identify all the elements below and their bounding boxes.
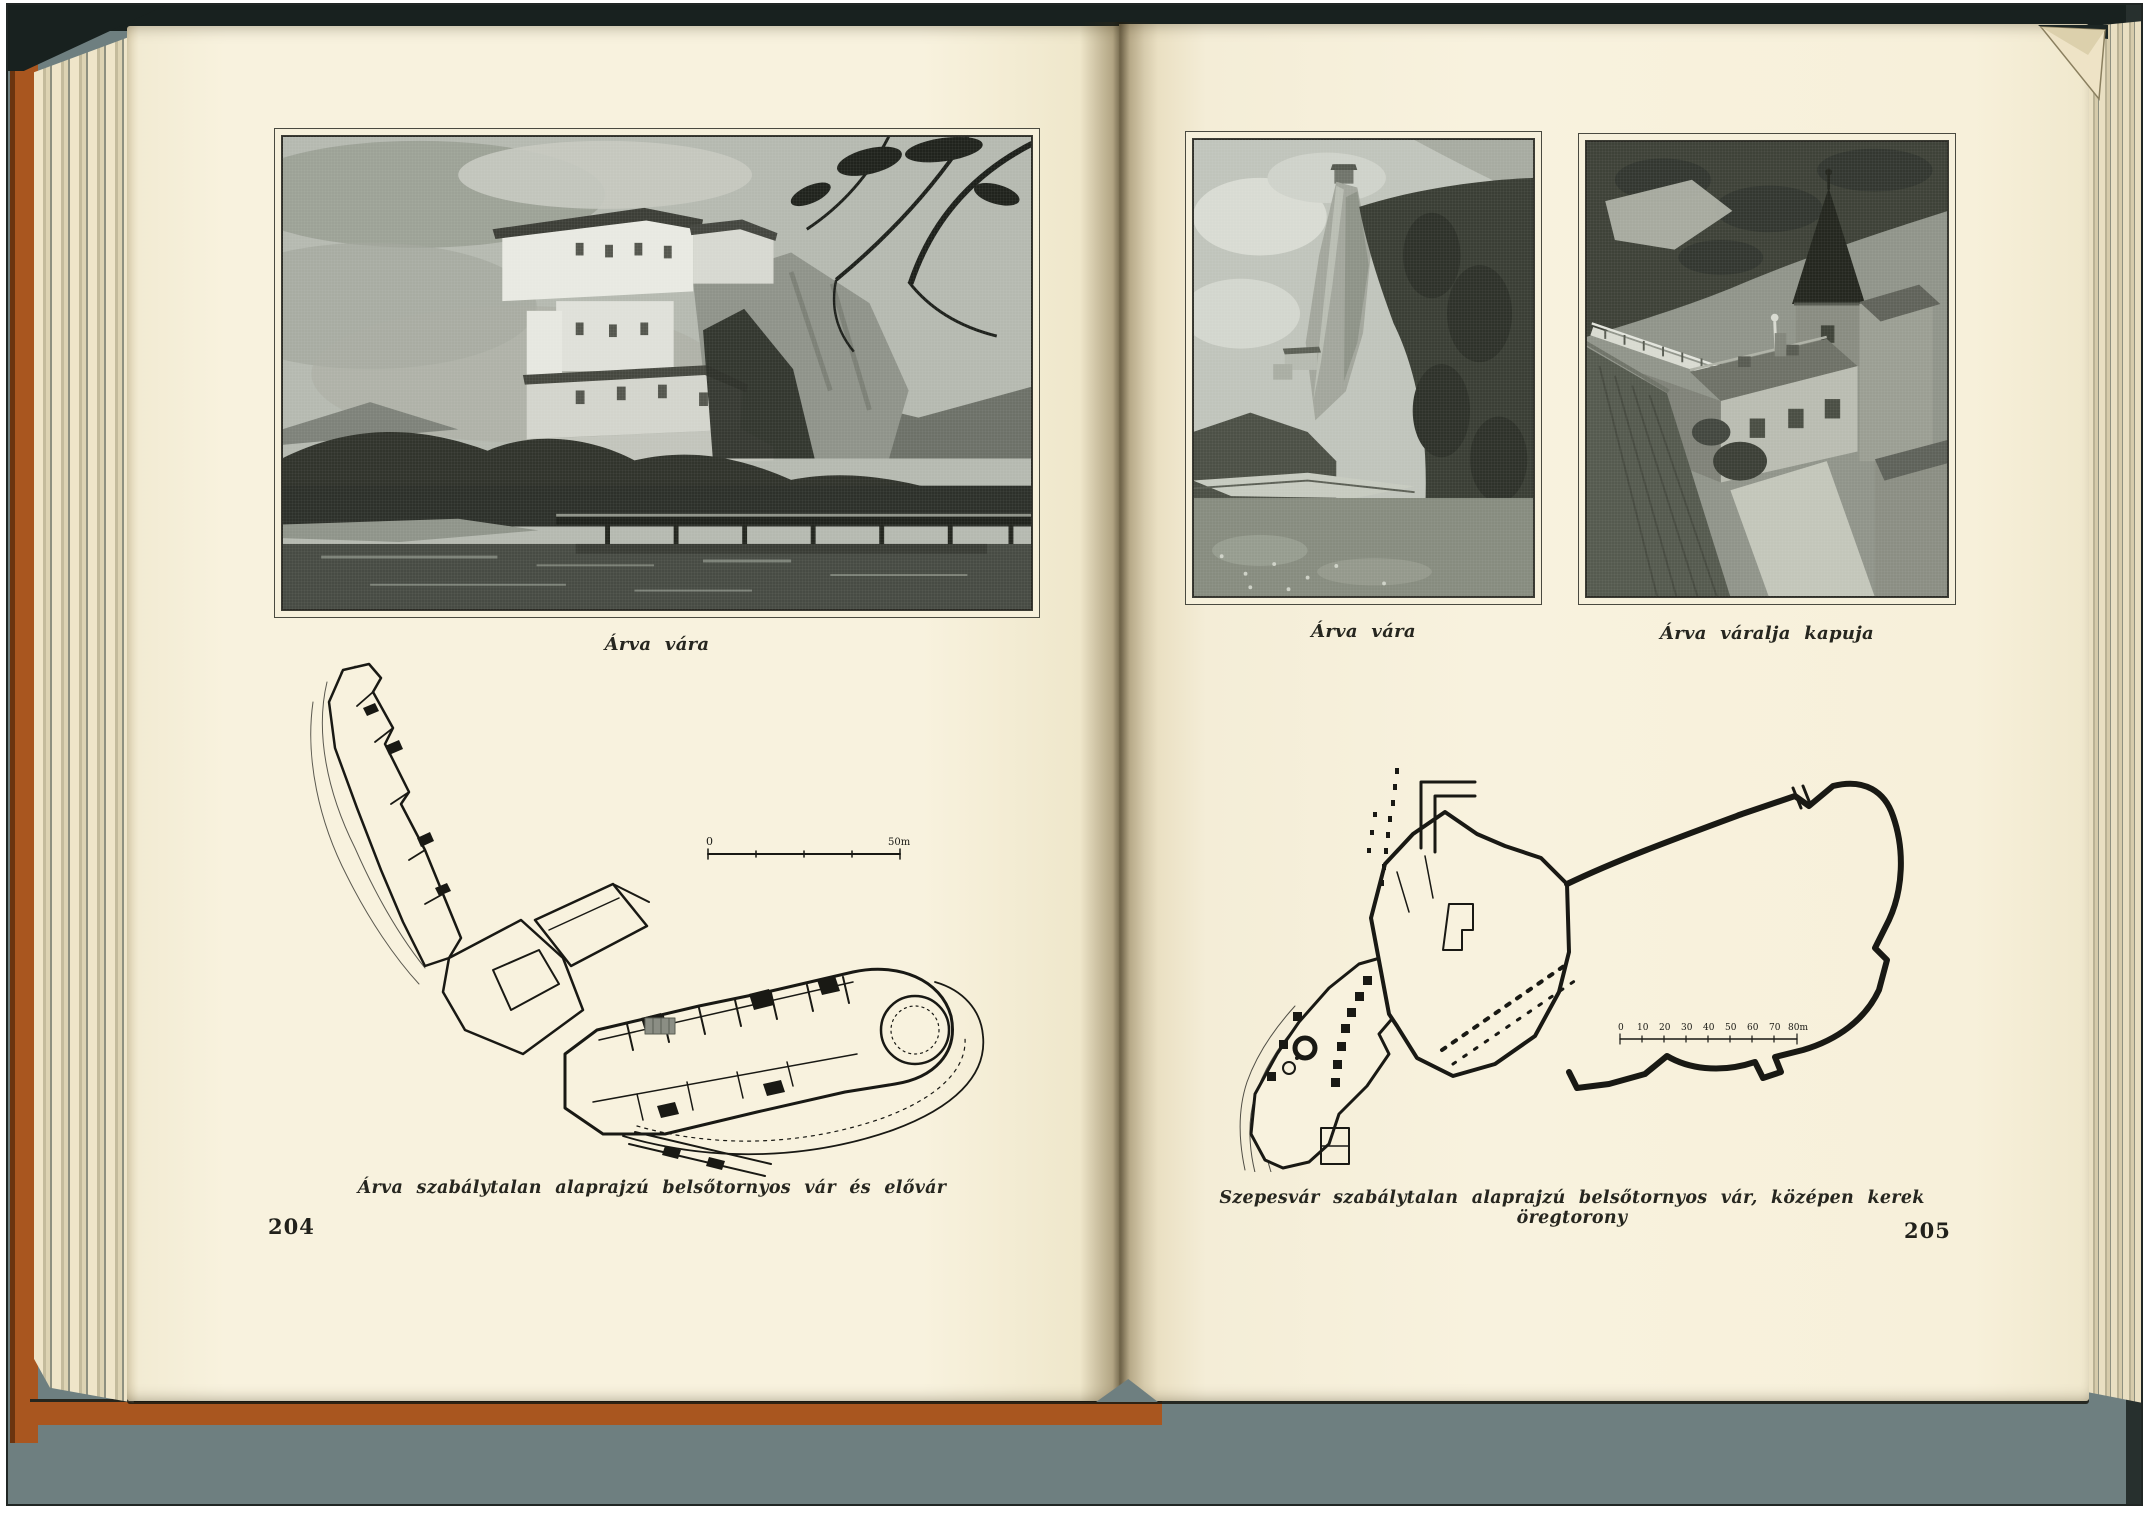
photo-caption-arva-varalja-kapuja: Árva váralja kapuja [1659,623,1875,644]
scale-tick-30: 30 [1681,1023,1693,1033]
scale-tick-40: 40 [1703,1023,1715,1033]
page-number-205: 205 [1904,1218,1951,1243]
book-cover-left-edge [10,31,38,1443]
plan-caption-szepesvar: Szepesvár szabálytalan alaprajzú belsőtornyos vár, középen kerek öregtorony [1219,1188,1925,1228]
castle-plan-szepesvar [1237,752,1917,1172]
book-scan [6,3,2143,1506]
page-edge-stack-left [34,31,134,1407]
river-water [282,544,1032,610]
photo-caption-arva-vara-left: Árva vára [604,634,710,655]
photo-arva-varalja-gate-art [1586,141,1948,597]
dog-ear-fold [2038,25,2108,103]
scale-bar-arva [706,835,911,859]
photo-caption-arva-vara-right: Árva vára [1311,621,1416,642]
scale-bar-szepesvar [1618,1023,1808,1044]
page-edge-stack-right [2087,21,2143,1403]
scale-tick-0: 0 [1618,1023,1624,1033]
photo-arva-castle-rock-art [1193,139,1534,597]
page-number-204: 204 [268,1214,315,1239]
scale-tick-10: 10 [1637,1023,1649,1033]
outer-bailey-wall [1567,784,1901,1088]
castle-plan-arva [297,662,997,1177]
plan-legend-stamp [645,1018,675,1034]
scale-tick-60: 60 [1747,1023,1759,1033]
photo-arva-castle-river-art [282,136,1032,610]
scale-tick-70: 70 [1769,1023,1781,1033]
photo-arva-castle-rock [1185,131,1542,605]
photo-arva-castle-river [274,128,1040,618]
upper-castle-wing [329,664,461,966]
scale-zero-label: 0 [706,835,713,848]
plan-caption-arva: Árva szabálytalan alaprajzú belsőtornyos vár és elővár [357,1178,947,1198]
scale-tick-80m: 80m [1788,1023,1808,1033]
scale-end-label: 50m [888,837,911,848]
photo-arva-varalja-gate [1578,133,1956,605]
middle-bailey [1371,812,1569,1076]
scale-tick-50: 50 [1725,1023,1737,1033]
book-cover-bottom-edge [30,1399,1162,1425]
scale-tick-20: 20 [1659,1023,1671,1033]
